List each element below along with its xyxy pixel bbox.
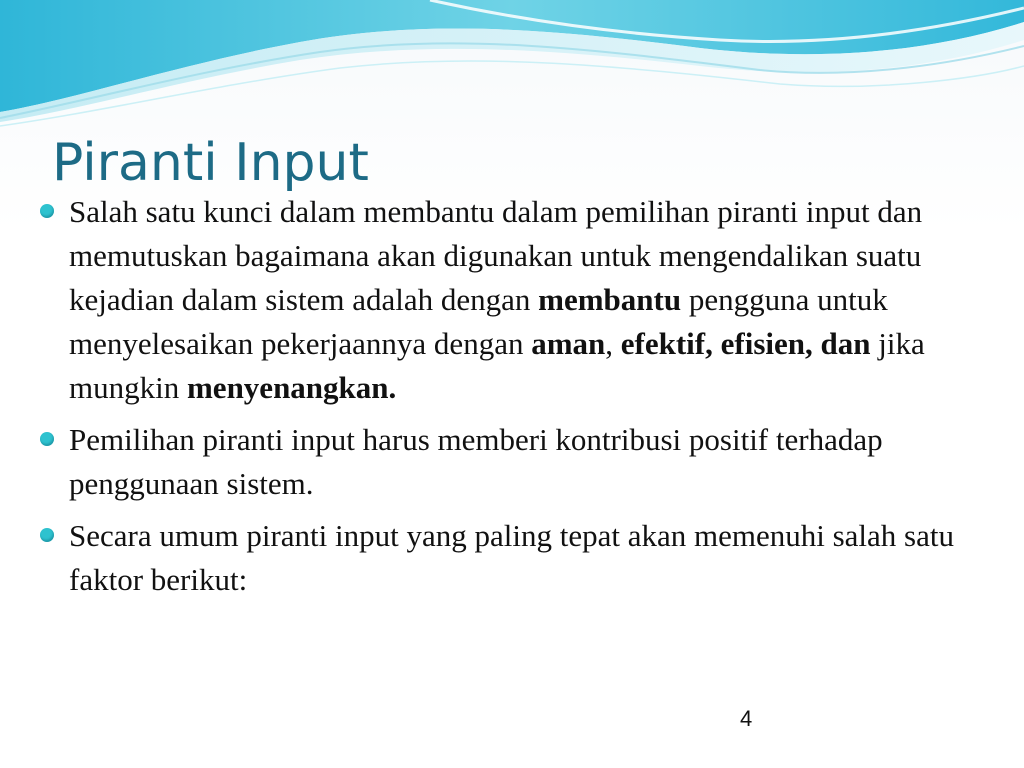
header-wave-decoration: [0, 0, 1024, 130]
bullet-text: ,: [605, 326, 621, 361]
bullet-text-bold: efektif, efisien, dan: [620, 326, 871, 361]
bullet-item: [40, 190, 1000, 410]
bullet-text-bold: membantu: [538, 282, 682, 317]
page-number: 4: [740, 706, 753, 731]
slide-title: Piranti Input: [52, 133, 369, 193]
bullet-list: [40, 190, 1000, 610]
bullet-text: jika mungkin: [69, 326, 925, 405]
bullet-text-bold: menyenangkan.: [186, 370, 397, 405]
bullet-text: Salah satu kunci dalam membantu dalam pemilihan piranti input dan memutuskan bagaimana akan digunakan untuk mengendalikan suatu kejadian dalam sistem adalah dengan: [69, 194, 923, 317]
bullet-text-bold: aman: [531, 326, 606, 361]
bullet-text: pengguna untuk menyelesaikan pekerjaannya dengan: [69, 282, 888, 361]
bullet-dot-icon: [40, 204, 54, 218]
bullet-item: [40, 418, 1000, 506]
bullet-text: Secara umum piranti input yang paling tepat akan memenuhi salah satu faktor berikut:: [69, 518, 954, 597]
bullet-dot-icon: [40, 432, 54, 446]
bullet-text: Pemilihan piranti input harus memberi kontribusi positif terhadap penggunaan sistem.: [69, 422, 883, 501]
bullet-dot-icon: [40, 528, 54, 542]
bullet-item: [40, 514, 1000, 602]
